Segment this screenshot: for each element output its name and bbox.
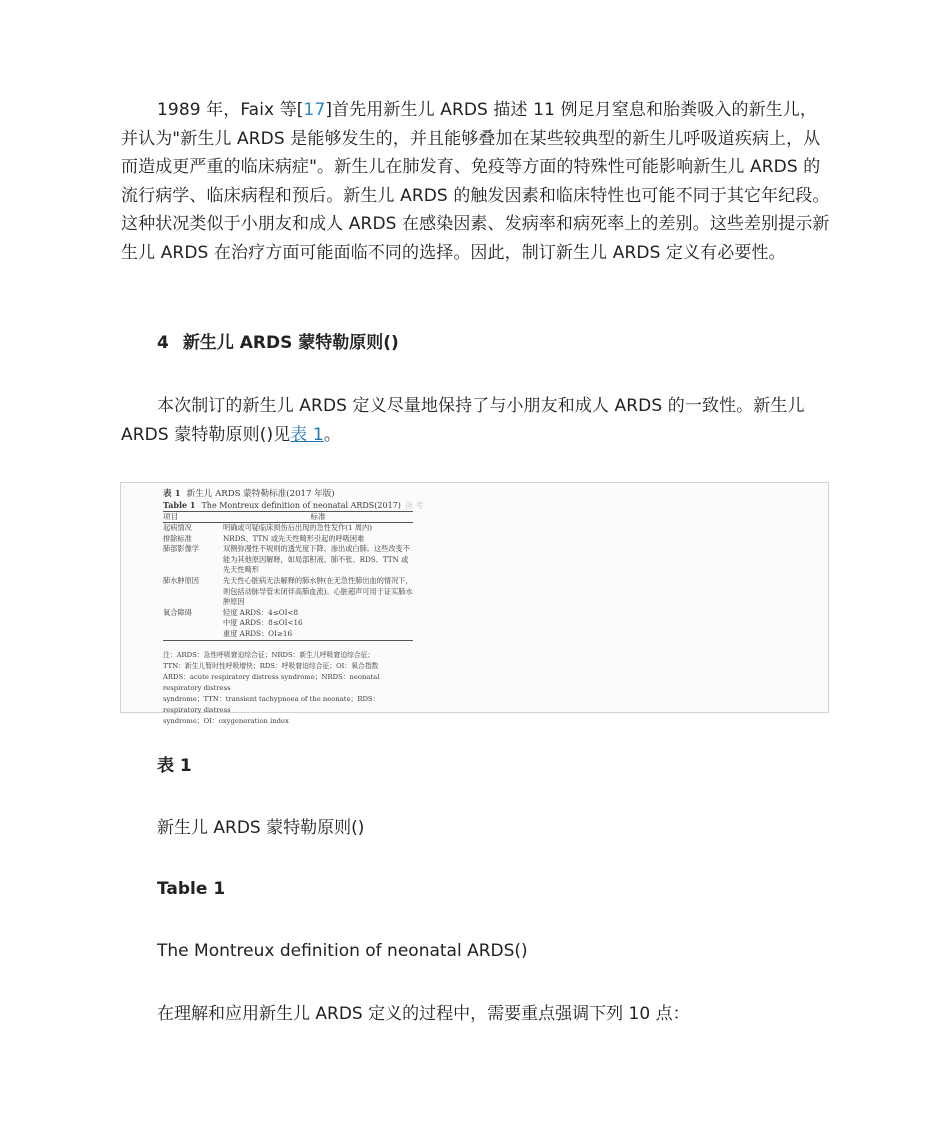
table-note-line: ARDS：acute respiratory distress syndrome；NRDS：neonatal respiratory distress: [163, 673, 380, 692]
definition-paragraph: [121, 392, 833, 449]
table-image-rows: [163, 523, 413, 640]
table-cell-criteria: 中度 ARDS：8≤OI<16: [223, 618, 303, 628]
table-image-label-en: Table 1: [163, 500, 196, 510]
table-image-title-en-text: The Montreux definition of neonatal ARDS(2017): [201, 501, 401, 510]
table-header-criteria: 标准: [310, 512, 326, 521]
table-image-watermark: 备 考: [404, 501, 424, 510]
table-cell-criteria: 先天性心脏病无法解释的肺水肿(在无急性肺出血的情况下，则包括动脉导管未闭伴高肺血流)。心脏超声可用于证实肺水肿原因: [223, 575, 413, 607]
table-cell-item: 肺水肿原因: [163, 575, 199, 585]
table-row: [163, 534, 413, 545]
table-row: [163, 629, 413, 640]
section-title: 新生儿 ARDS 蒙特勒原则(): [182, 333, 399, 353]
table-1-image: [120, 482, 829, 725]
table-image-label-zh: 表 1: [163, 489, 181, 499]
table-image-header: [163, 512, 413, 522]
table-row: [163, 523, 413, 534]
table-1-link[interactable]: 表 1: [290, 424, 324, 445]
reference-link-17[interactable]: 17: [303, 100, 326, 120]
para1-text-a: 1989 年，Faix 等[: [157, 100, 304, 120]
table-note-line: syndrome；OI：oxygeneration index: [163, 717, 289, 725]
table-cell-item: 氧合障碍: [163, 607, 192, 617]
table-caption-zh-label: 表 1: [157, 756, 192, 776]
table-note-line: syndrome；TTN：transient tachypnoea of the neonate；RDS：respiratory distress: [163, 695, 380, 714]
table-bottom-rule: [163, 640, 413, 641]
table-image-body: [163, 489, 424, 641]
para1-text-b: ]首先用新生儿 ARDS 描述 11 例足月窒息和胎粪吸入的新生儿，并认为"新生儿 ARDS 是能够发生的，并且能够叠加在某些较典型的新生儿呼吸道疾病上，从而造成更严重的临床病症"。新生儿在肺发育、免疫等方面的特殊性可能影响新生儿 ARDS 的流行病学、临床病程和预后。新生儿 ARDS 的触发因素和临床特性也可能不同于其它年纪段。这种状况类似于小朋友和成人 ARDS 在感染因素、发病率和病死率上的差别。这些差别提示新生儿 ARDS 在治疗方面可能面临不同的选择。因此，制订新生儿 ARDS 定义有必要性。: [121, 100, 830, 263]
table-row: [163, 618, 413, 629]
table-cell-item: 起病情况: [163, 523, 192, 532]
table-note-line: TTN：新生儿暂时性呼吸增快；RDS：呼吸窘迫综合征；OI：氧合指数: [163, 662, 379, 670]
table-row: [163, 576, 413, 608]
table-image-title-en: [163, 500, 424, 511]
table-image-note: [163, 650, 411, 727]
intro-paragraph: [121, 96, 833, 268]
closing-paragraph: 在理解和应用新生儿 ARDS 定义的过程中，需要重点强调下列 10 点：: [157, 1004, 690, 1024]
section-heading: [157, 331, 399, 355]
table-row: [163, 608, 413, 619]
table-cell-item: 排除标准: [163, 533, 192, 543]
para2-end: 。: [323, 424, 341, 445]
table-note-line: 注：ARDS：急性呼吸窘迫综合征；NRDS：新生儿呼吸窘迫综合征；: [163, 651, 375, 659]
table-cell-item: [163, 618, 223, 629]
table-header-item: 项目: [163, 512, 179, 521]
table-caption-en-label: Table 1: [157, 879, 226, 899]
table-cell-item: 肺部影像学: [163, 544, 199, 554]
table-cell-criteria: NRDS、TTN 或先天性畸形引起的呼吸困难: [223, 533, 365, 543]
table-cell-criteria: 明确或可疑临床损伤后出现的急性发作(1 周内): [223, 523, 373, 532]
para2-text: 本次制订的新生儿 ARDS 定义尽量地保持了与小朋友和成人 ARDS 的一致性。新生儿 ARDS 蒙特勒原则()见: [121, 396, 805, 445]
table-caption-zh-title: 新生儿 ARDS 蒙特勒原则(): [157, 818, 365, 838]
table-cell-criteria: 轻度 ARDS：4≤OI<8: [223, 607, 299, 617]
table-cell-criteria: 重度 ARDS：OI≥16: [223, 628, 293, 638]
table-caption-en-title: The Montreux definition of neonatal ARDS(): [157, 941, 528, 961]
section-number: 4: [157, 333, 169, 353]
table-cell-item: [163, 629, 223, 640]
table-image-title-zh: [163, 489, 413, 500]
table-cell-criteria: 双侧弥漫性不规则的透光度下降、渗出或白肺。这些改变不能为其他原因解释，如局部积液、肺不张、RDS、TTN 或先天性畸形: [223, 544, 410, 575]
table-image-title-zh-text: 新生儿 ARDS 蒙特勒标准(2017 年版): [186, 489, 335, 499]
table-row: [163, 544, 413, 576]
